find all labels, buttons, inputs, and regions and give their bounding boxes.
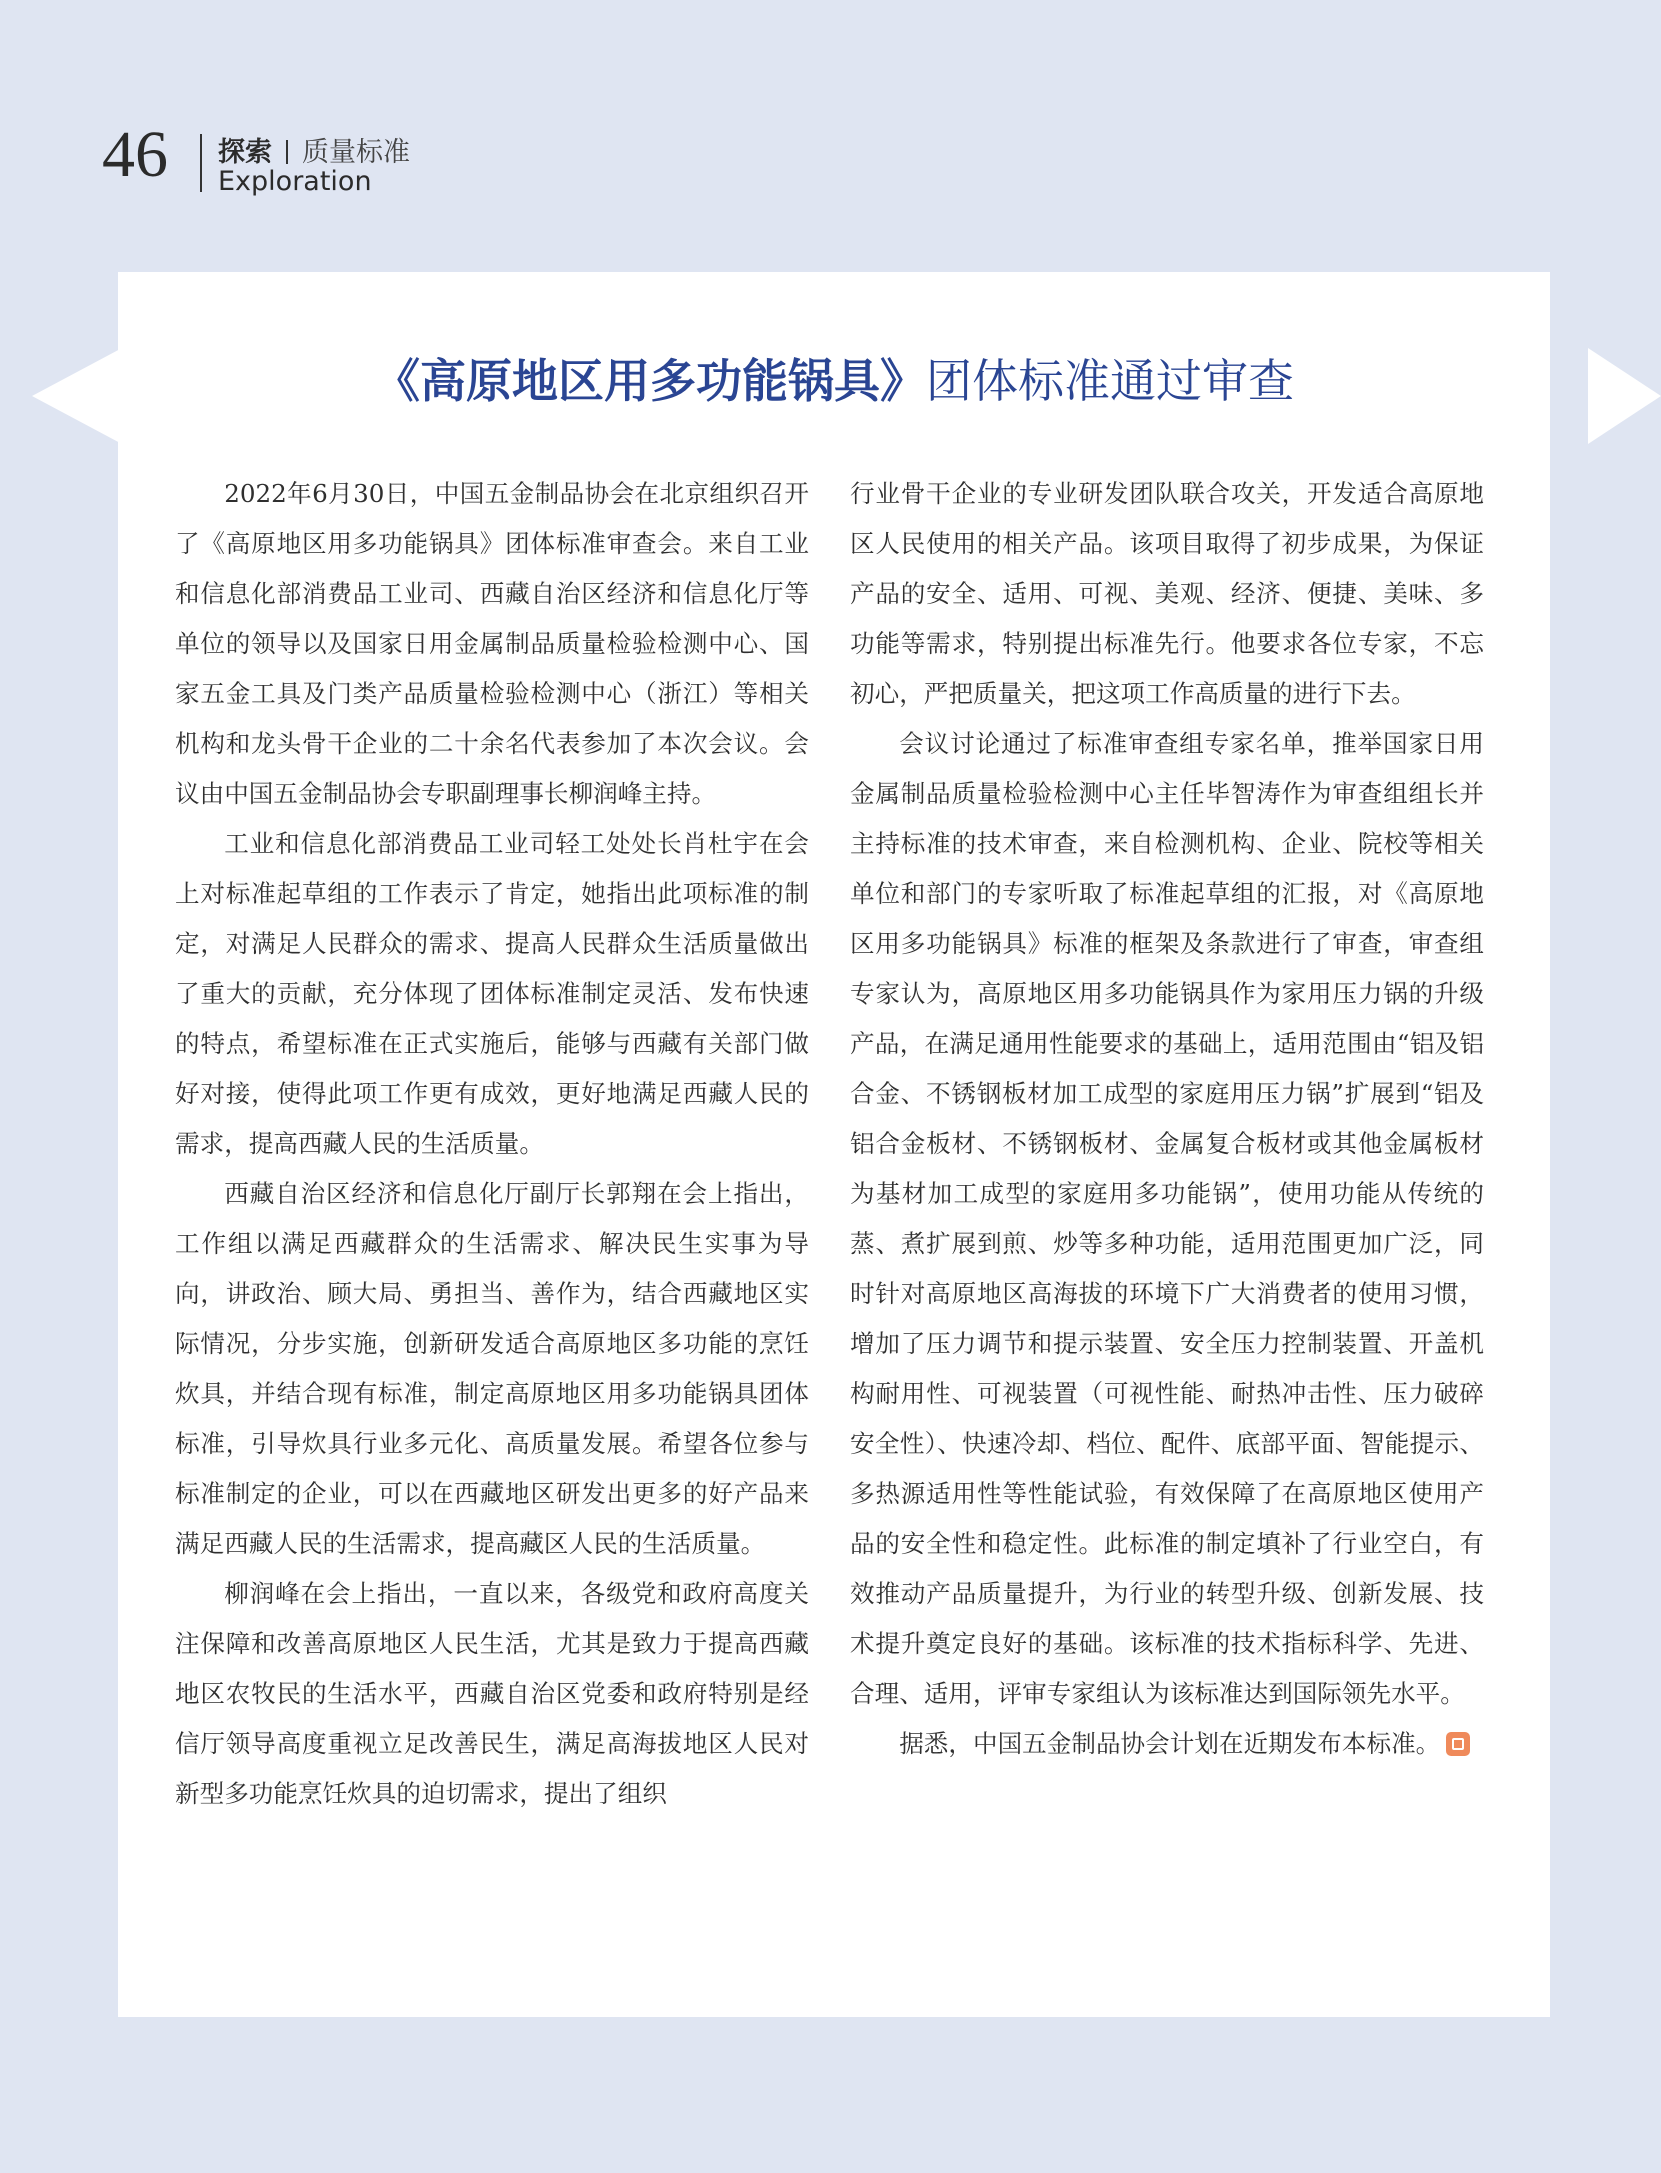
article-column-left	[175, 469, 809, 1819]
article-end-mark-icon	[1446, 1732, 1470, 1756]
article-paragraph: 西藏自治区经济和信息化厅副厅长郭翔在会上指出，工作组以满足西藏群众的生活需求、解决民生实事为导向，讲政治、顾大局、勇担当、善作为，结合西藏地区实际情况，分步实施，创新研发适合高原地区多功能的烹饪炊具，并结合现有标准，制定高原地区用多功能锅具团体标准，引导炊具行业多元化、高质量发展。希望各位参与标准制定的企业，可以在西藏地区研发出更多的好产品来满足西藏人民的生活需求，提高藏区人民的生活质量。	[175, 1179, 809, 1558]
article-paragraph-last	[850, 1719, 1484, 1769]
section-separator	[286, 140, 288, 164]
article-title-rest: 团体标准通过审查	[926, 354, 1294, 408]
article-column-right	[850, 469, 1484, 1769]
article-paragraph: 工业和信息化部消费品工业司轻工处处长肖杜宇在会上对标准起草组的工作表示了肯定，她指出此项标准的制定，对满足人民群众的需求、提高人民群众生活质量做出了重大的贡献，充分体现了团体标准制定灵活、发布快速的特点，希望标准在正式实施后，能够与西藏有关部门做好对接，使得此项工作更有成效，更好地满足西藏人民的需求，提高西藏人民的生活质量。	[175, 829, 809, 1158]
article-paragraph-continued: 行业骨干企业的专业研发团队联合攻关，开发适合高原地区人民使用的相关产品。该项目取得了初步成果，为保证产品的安全、适用、可视、美观、经济、便捷、美味、多功能等需求，特别提出标准先行。他要求各位专家，不忘初心，严把质量关，把这项工作高质量的进行下去。	[850, 479, 1484, 708]
left-arrow-decoration	[32, 348, 122, 444]
article-title-main: 《高原地区用多功能锅具》	[374, 354, 926, 408]
article-title	[118, 354, 1550, 409]
subsection-label: 质量标准	[302, 137, 410, 168]
right-arrow-decoration	[1588, 348, 1661, 444]
article-card	[118, 272, 1550, 2017]
article-paragraph: 2022年6月30日，中国五金制品协会在北京组织召开了《高原地区用多功能锅具》团体标准审查会。来自工业和信息化部消费品工业司、西藏自治区经济和信息化厅等单位的领导以及国家日用金属制品质量检验检测中心、国家五金工具及门类产品质量检验检测中心（浙江）等相关机构和龙头骨干企业的二十余名代表参加了本次会议。会议由中国五金制品协会专职副理事长柳润峰主持。	[175, 479, 809, 808]
page-number: 46	[102, 118, 168, 191]
section-line	[218, 130, 410, 169]
section-label-english: Exploration	[218, 166, 372, 197]
section-label: 探索	[218, 137, 272, 168]
article-paragraph: 会议讨论通过了标准审查组专家名单，推举国家日用金属制品质量检验检测中心主任毕智涛作为审查组组长并主持标准的技术审查，来自检测机构、企业、院校等相关单位和部门的专家听取了标准起草组的汇报，对《高原地区用多功能锅具》标准的框架及条款进行了审查，审查组专家认为，高原地区用多功能锅具作为家用压力锅的升级产品，在满足通用性能要求的基础上，适用范围由“铝及铝合金、不锈钢板材加工成型的家庭用压力锅”扩展到“铝及铝合金板材、不锈钢板材、金属复合板材或其他金属板材为基材加工成型的家庭用多功能锅”，使用功能从传统的蒸、煮扩展到煎、炒等多种功能，适用范围更加广泛，同时针对高原地区高海拔的环境下广大消费者的使用习惯，增加了压力调节和提示装置、安全压力控制装置、开盖机构耐用性、可视装置（可视性能、耐热冲击性、压力破碎安全性）、快速冷却、档位、配件、底部平面、智能提示、多热源适用性等性能试验，有效保障了在高原地区使用产品的安全性和稳定性。此标准的制定填补了行业空白，有效推动产品质量提升，为行业的转型升级、创新发展、技术提升奠定良好的基础。该标准的技术指标科学、先进、合理、适用，评审专家组认为该标准达到国际领先水平。	[850, 729, 1484, 1708]
article-paragraph: 柳润峰在会上指出，一直以来，各级党和政府高度关注保障和改善高原地区人民生活，尤其是致力于提高西藏地区农牧民的生活水平，西藏自治区党委和政府特别是经信厅领导高度重视立足改善民生，满足高海拔地区人民对新型多功能烹饪炊具的迫切需求，提出了组织	[175, 1579, 809, 1808]
header-divider	[200, 134, 202, 192]
article-last-sentence: 据悉，中国五金制品协会计划在近期发布本标准。	[899, 1729, 1441, 1758]
